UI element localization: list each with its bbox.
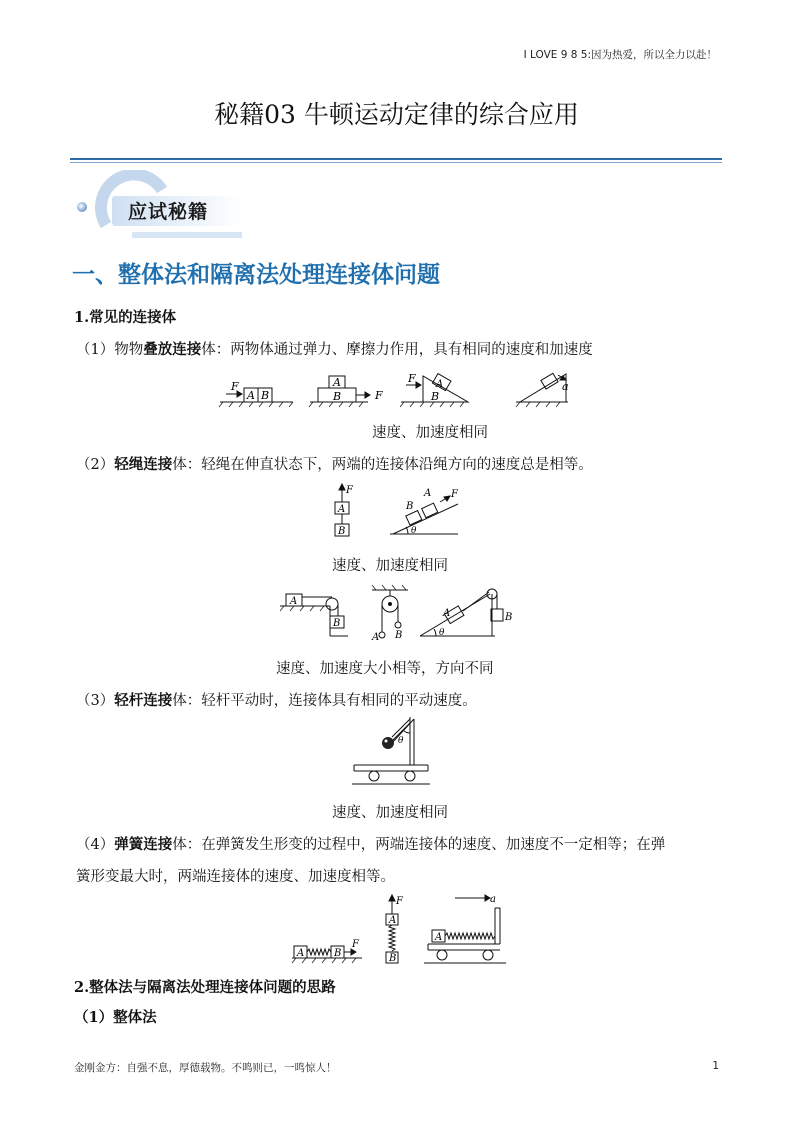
label-A: A	[297, 948, 305, 959]
item-text: 体：轻绳在伸直状态下，两端的连接体沿绳方向的速度总是相等。	[172, 457, 593, 473]
label-A: A	[290, 596, 298, 607]
label-theta: θ	[411, 526, 417, 536]
label-A: A	[389, 915, 397, 926]
item-prefix: （4）	[76, 837, 115, 853]
label-A: A	[247, 389, 255, 402]
item-keyword: 叠放连接	[143, 341, 202, 358]
subheading-whole-method: （1）整体法	[74, 1009, 157, 1026]
label-A: A	[435, 932, 443, 943]
item-text: 体：轻杆平动时，连接体具有相同的平动速度。	[172, 693, 477, 709]
rod-ball-highlight	[385, 740, 388, 743]
label-a: a	[562, 380, 569, 393]
label-B: B	[261, 389, 270, 402]
label-F: F	[231, 380, 239, 393]
label-A: A	[338, 504, 346, 515]
label-B: B	[333, 390, 342, 403]
label-B: B	[406, 501, 414, 512]
item-text: 体：两物体通过弹力、摩擦力作用，具有相同的速度和加速度	[201, 342, 593, 358]
figure-rod-connection	[352, 715, 430, 787]
banner-underline	[132, 232, 242, 238]
rod-ball	[382, 737, 394, 749]
label-F: F	[408, 372, 416, 385]
subheading-common-connections: 1.常见的连接体	[74, 309, 177, 326]
label-theta: θ	[439, 628, 445, 638]
banner-label: 应试秘籍	[128, 201, 209, 223]
figure-rope-connections-2	[280, 584, 520, 644]
label-B: B	[334, 948, 342, 959]
label-B: B	[338, 526, 346, 537]
item-keyword: 轻绳连接	[114, 456, 173, 473]
label-A: A	[424, 488, 432, 499]
label-B: B	[389, 953, 397, 964]
item-rope	[76, 453, 593, 474]
caption-rope-2: 速度、加速度大小相等，方向不同	[276, 661, 494, 677]
caption-rod: 速度、加速度相同	[332, 805, 448, 821]
label-theta: θ	[398, 736, 404, 746]
label-A: A	[436, 379, 444, 390]
footer-motto: 金刚金方：自强不息，厚德载物。不鸣则已，一鸣惊人！	[74, 1062, 337, 1074]
item-prefix: （2）	[76, 457, 115, 473]
banner-dot	[77, 202, 87, 212]
title-rule	[70, 158, 722, 160]
section-heading: 一、整体法和隔离法处理连接体问题	[72, 262, 440, 288]
label-B: B	[505, 612, 513, 623]
page-title: 秘籍03 牛顿运动定律的综合应用	[214, 100, 579, 129]
label-A: A	[333, 376, 341, 389]
label-F: F	[352, 939, 359, 950]
page-number: 1	[712, 1060, 719, 1072]
title-rule-thin	[70, 162, 722, 163]
label-A: A	[372, 632, 380, 643]
item-prefix: （1）物物	[76, 342, 144, 358]
item-keyword: 弹簧连接	[114, 836, 173, 853]
caption-rope-1: 速度、加速度相同	[332, 558, 448, 574]
figure-rope-connections-1	[328, 482, 463, 540]
subheading-method: 2.整体法与隔离法处理连接体问题的思路	[74, 979, 336, 996]
figure-stacked-connections	[218, 370, 570, 410]
item-stacked	[76, 338, 593, 359]
item-rod	[76, 689, 477, 710]
item-keyword: 轻杆连接	[114, 692, 173, 709]
item-text: 体：在弹簧发生形变的过程中，两端连接体的速度、加速度不一定相等；在弹	[172, 837, 666, 853]
header-motto: I LOVE 9 8 5:因为热爱，所以全力以赴！	[523, 49, 717, 61]
label-B: B	[333, 618, 341, 629]
label-B: B	[395, 630, 403, 641]
figure-spring-connections	[290, 892, 508, 966]
label-F: F	[396, 896, 403, 907]
item-prefix: （3）	[76, 693, 115, 709]
label-F: F	[375, 389, 383, 402]
label-B: B	[431, 390, 440, 403]
item-spring-cont: 簧形变最大时，两端连接体的速度、加速度相等。	[76, 869, 395, 885]
label-F: F	[451, 489, 458, 500]
label-F: F	[346, 485, 353, 496]
item-spring	[76, 833, 665, 854]
label-A: A	[443, 608, 451, 619]
label-a: a	[490, 894, 496, 905]
caption-stacked: 速度、加速度相同	[372, 425, 488, 441]
